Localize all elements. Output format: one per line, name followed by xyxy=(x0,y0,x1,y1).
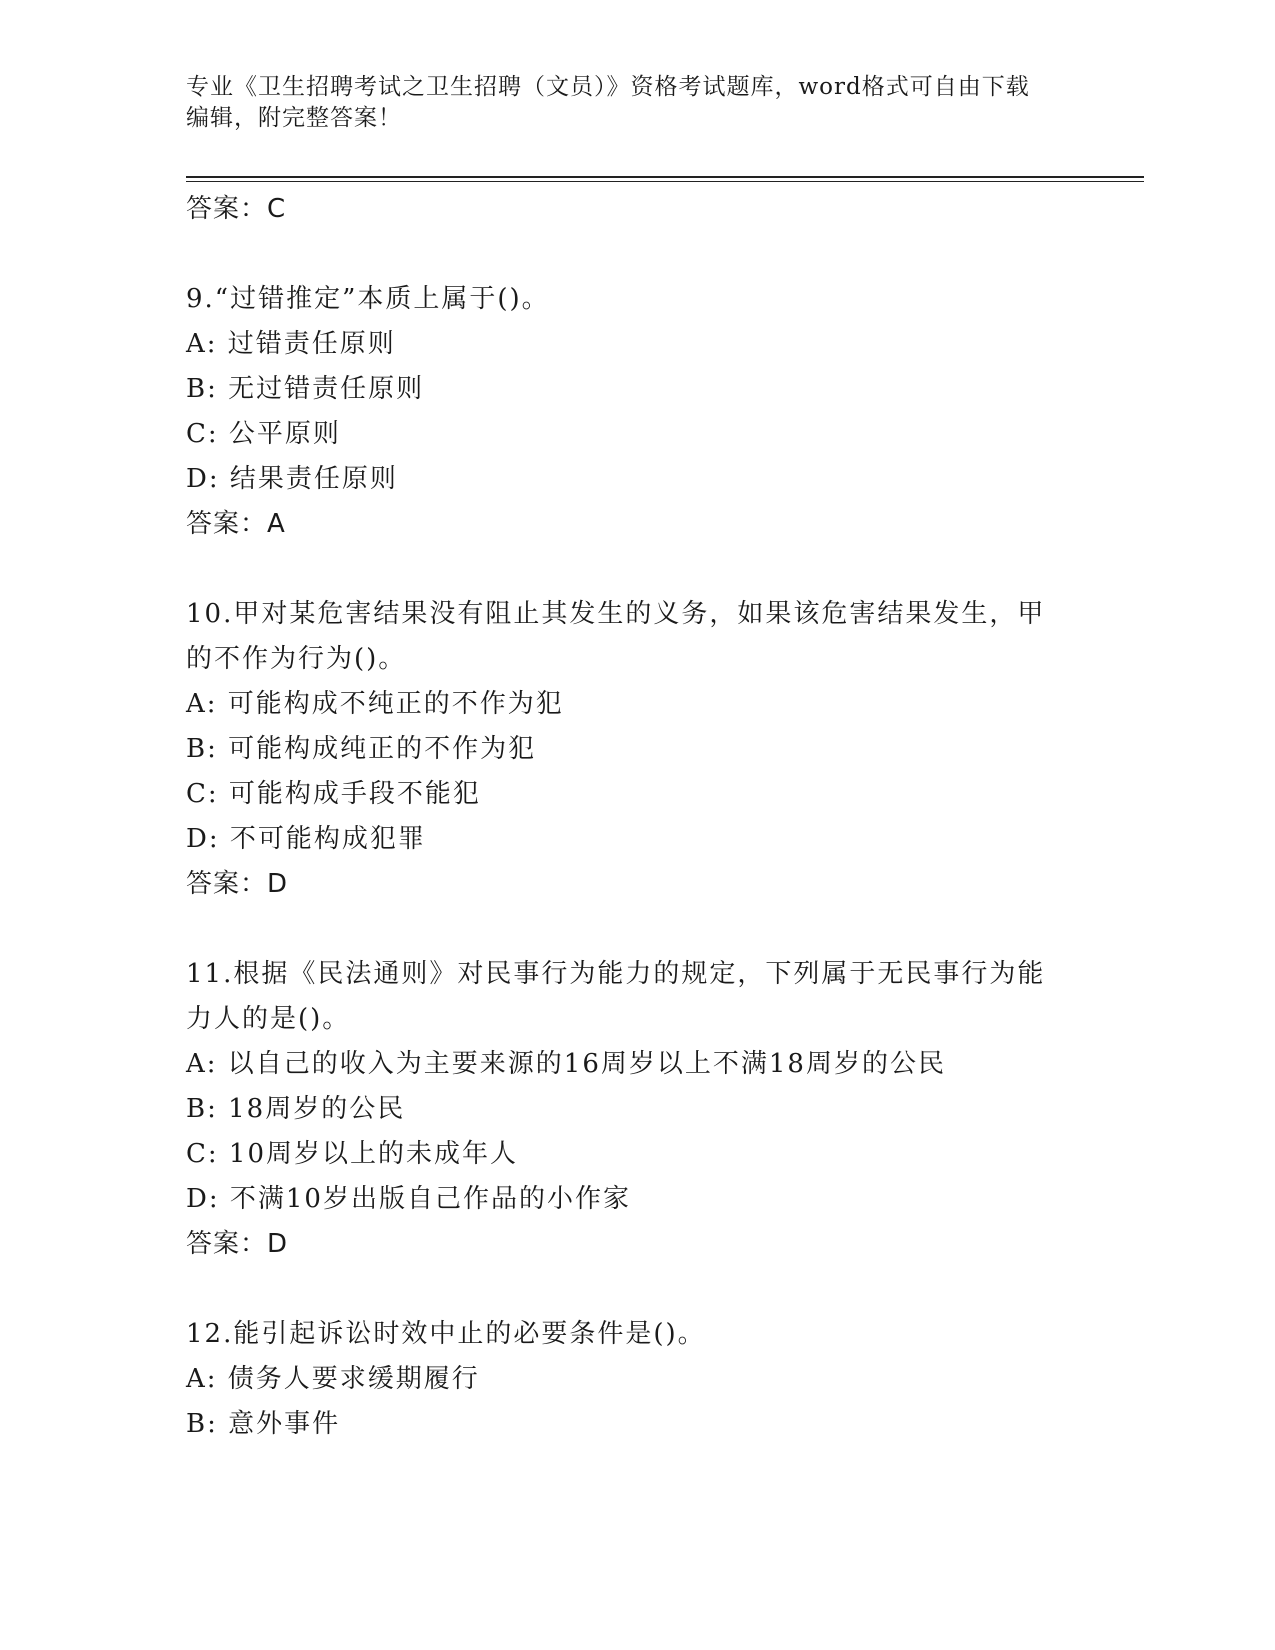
option-b: B: 18周岁的公民 xyxy=(186,1094,406,1124)
spacer xyxy=(186,547,1086,592)
question-12 xyxy=(186,1312,1086,1447)
header-divider-thick xyxy=(186,176,1144,178)
question-stem: 11.根据《民法通则》对民事行为能力的规定，下列属于无民事行为能 xyxy=(186,959,1046,989)
option-a: A: 以自己的收入为主要来源的16周岁以上不满18周岁的公民 xyxy=(186,1049,946,1079)
document-header xyxy=(186,72,1066,134)
option-a: A: 过错责任原则 xyxy=(186,329,396,359)
answer-line: 答案：D xyxy=(186,1229,289,1259)
option-a: A: 可能构成不纯正的不作为犯 xyxy=(186,689,564,719)
header-line-1: 专业《卫生招聘考试之卫生招聘（文员）》资格考试题库，word格式可自由下载 xyxy=(186,74,1030,100)
question-9 xyxy=(186,277,1086,547)
answer-line: 答案：A xyxy=(186,509,286,539)
header-divider-thin xyxy=(186,181,1144,182)
option-d: D: 不可能构成犯罪 xyxy=(186,824,426,854)
spacer xyxy=(186,907,1086,952)
option-a: A: 债务人要求缓期履行 xyxy=(186,1364,480,1394)
option-d: D: 不满10岁出版自己作品的小作家 xyxy=(186,1184,631,1214)
answer-line-prev: 答案：C xyxy=(186,194,287,224)
option-c: C: 公平原则 xyxy=(186,419,341,449)
option-b: B: 意外事件 xyxy=(186,1409,341,1439)
answer-line: 答案：D xyxy=(186,869,289,899)
question-stem: 9.“过错推定”本质上属于()。 xyxy=(186,284,550,314)
question-stem-cont: 的不作为行为()。 xyxy=(186,644,407,674)
header-line-2: 编辑，附完整答案！ xyxy=(186,105,402,131)
spacer xyxy=(186,1267,1086,1312)
question-list xyxy=(186,187,1086,1447)
option-d: D: 结果责任原则 xyxy=(186,464,398,494)
question-10 xyxy=(186,592,1086,907)
question-11 xyxy=(186,952,1086,1267)
question-stem: 12.能引起诉讼时效中止的必要条件是()。 xyxy=(186,1319,706,1349)
option-c: C: 可能构成手段不能犯 xyxy=(186,779,481,809)
spacer xyxy=(186,232,1086,277)
option-b: B: 可能构成纯正的不作为犯 xyxy=(186,734,537,764)
question-stem-cont: 力人的是()。 xyxy=(186,1004,351,1034)
option-c: C: 10周岁以上的未成年人 xyxy=(186,1139,519,1169)
question-stem: 10.甲对某危害结果没有阻止其发生的义务，如果该危害结果发生，甲 xyxy=(186,599,1046,629)
option-b: B: 无过错责任原则 xyxy=(186,374,425,404)
